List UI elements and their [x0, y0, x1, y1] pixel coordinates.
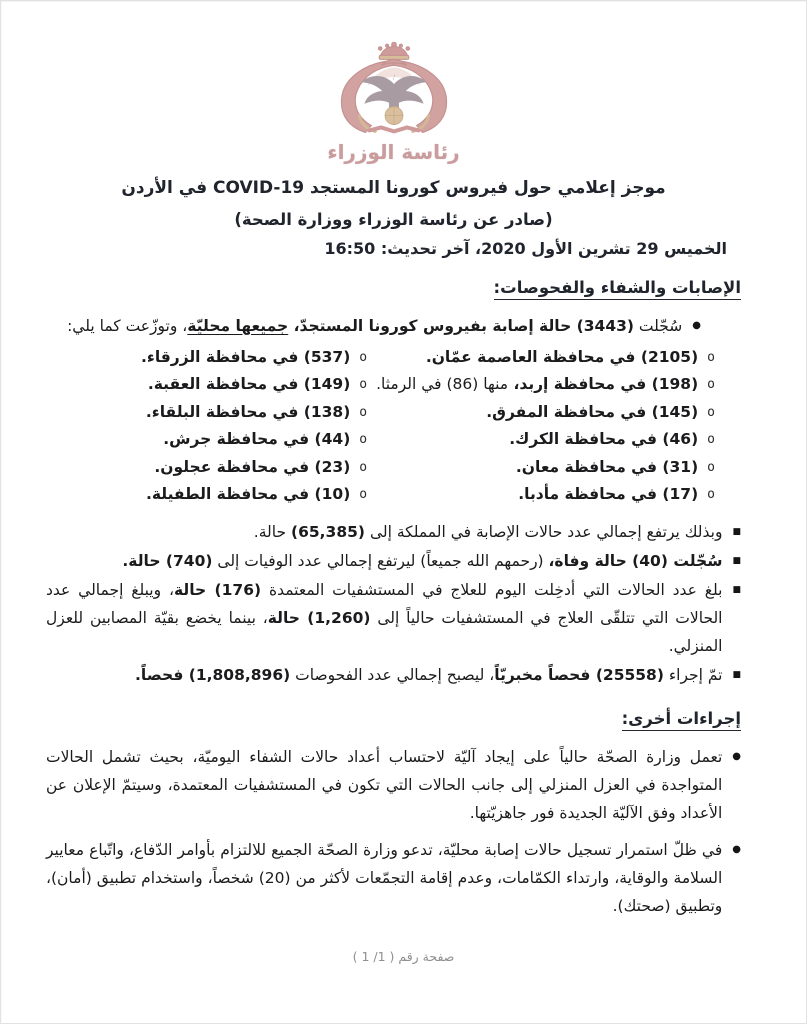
bullet-round-icon: ● — [692, 319, 701, 331]
bullet-circle-icon: o — [359, 487, 368, 502]
public-compliance-bullet: ● في ظلّ استمرار تسجيل حالات إصابة محليّة، تدعو وزارة الصحّة الجميع للالتزام بأوامر الدّفاع، واتّباع معايير السلامة والوقاية، وارتداء الكمّامات، وعدم إقامة التجمّعات لأكثر من (20) شخصاً، واستخدام تطبيق (أمان)، وتطبيق (صحتك). — [46, 836, 741, 920]
governorate-column-right — [367, 344, 715, 509]
bullet-circle-icon: o — [359, 404, 368, 420]
bullet-square-icon: ■ — [732, 669, 741, 680]
tests-bullet: ■ تمّ إجراء (25558) فحصاً مخبريّاً، ليصبح إجمالي عدد الفحوصات (1,808,896) فحصاً. — [46, 661, 741, 689]
total-cases-bullet: ■ وبذلك يرتفع إجمالي عدد حالات الإصابة في المملكة إلى (65,385) حالة. — [46, 518, 741, 546]
bullet-circle-icon: o — [707, 349, 715, 365]
bullet-square-icon: ■ — [732, 555, 741, 566]
bullet-square-icon: ■ — [732, 526, 741, 537]
daily-summary-list — [46, 518, 741, 689]
logo — [46, 34, 741, 164]
jordan-coat-of-arms-icon — [320, 40, 468, 134]
stats-section-heading: الإصابات والشفاء والفحوصات: — [46, 278, 741, 300]
list-item: o (198) في محافظة إربد، منها (86) في الرمثا. — [367, 371, 715, 399]
deaths-bullet: ■ سُجّلت (40) حالة وفاة، (رحمهم الله جميعاً) ليرتفع إجمالي عدد الوفيات إلى (740) حالة. — [46, 547, 741, 575]
new-cases-bullet — [46, 312, 701, 340]
logo-caption: رئاسة الوزراء — [327, 140, 460, 164]
new-cases-text: سُجّلت (3443) حالة إصابة بفيروس كورونا المستجدّ، جميعها محليّة، وتوزّعت كما يلي: — [67, 316, 683, 335]
list-item: o (145) في محافظة المفرق. — [367, 399, 715, 427]
governorate-breakdown — [46, 344, 715, 509]
bullet-circle-icon: o — [359, 432, 368, 447]
bullet-round-icon: ● — [732, 750, 741, 762]
bullet-circle-icon: o — [707, 404, 715, 420]
recovery-mechanism-bullet: ● تعمل وزارة الصحّة حالياً على إيجاد آليّة لاحتساب أعداد حالات الشفاء اليوميّة، بحيث تشمل الحالات المتواجدة في العزل المنزلي إلى جانب الحالات التي تكون في المستشفيات المعتمدة، وسيتمّ الإعلان عن الأعداد وفق الآليّة الجديدة فور جاهزيّتها. — [46, 743, 741, 827]
bullet-circle-icon: o — [707, 377, 715, 392]
document-title: موجز إعلامي حول فيروس كورونا المستجد COVID-19 في الأردن — [121, 178, 666, 198]
actions-section-heading: إجراءات أخرى: — [46, 709, 741, 731]
list-item: o (46) في محافظة الكرك. — [367, 426, 715, 454]
list-item: o (44) في محافظة جرش. — [46, 426, 367, 454]
list-item: o (31) في محافظة معان. — [367, 454, 715, 482]
document-issuer: (صادر عن رئاسة الوزراء ووزارة الصحة) — [234, 209, 553, 229]
governorate-column-left — [46, 344, 367, 509]
bullet-circle-icon: o — [359, 349, 368, 365]
bullet-square-icon: ■ — [732, 584, 741, 595]
actions-list — [46, 743, 741, 920]
list-item: o (17) في محافظة مأدبا. — [367, 481, 715, 509]
hospitalized-bullet: ■ بلغ عدد الحالات التي أدخِلت اليوم للعلاج في المستشفيات المعتمدة (176) حالة، ويبلغ إجمالي عدد الحالات التي تتلقّى العلاج في المستشفيات حالياً إلى (1,260) حالة، بينما يخضع بقيّة المصابين للعزل المنزلي. — [46, 576, 741, 660]
bullet-round-icon: ● — [732, 843, 741, 855]
bullet-circle-icon: o — [359, 459, 368, 475]
list-item: o (23) في محافظة عجلون. — [46, 454, 367, 482]
document-date-line: الخميس 29 تشرين الأول 2020، آخر تحديث: 16:50 — [324, 238, 727, 258]
list-item: o (537) في محافظة الزرقاء. — [46, 344, 367, 372]
bullet-circle-icon: o — [707, 459, 715, 475]
list-item: o (149) في محافظة العقبة. — [46, 371, 367, 399]
page-number-footer: صفحة رقم ( 1/ 1 ) — [352, 949, 455, 964]
bullet-circle-icon: o — [707, 432, 715, 447]
bullet-circle-icon: o — [359, 377, 368, 392]
list-item: o (2105) في محافظة العاصمة عمّان. — [367, 344, 715, 372]
bullet-circle-icon: o — [707, 487, 715, 502]
list-item: o (10) في محافظة الطفيلة. — [46, 481, 367, 509]
list-item: o (138) في محافظة البلقاء. — [46, 399, 367, 427]
